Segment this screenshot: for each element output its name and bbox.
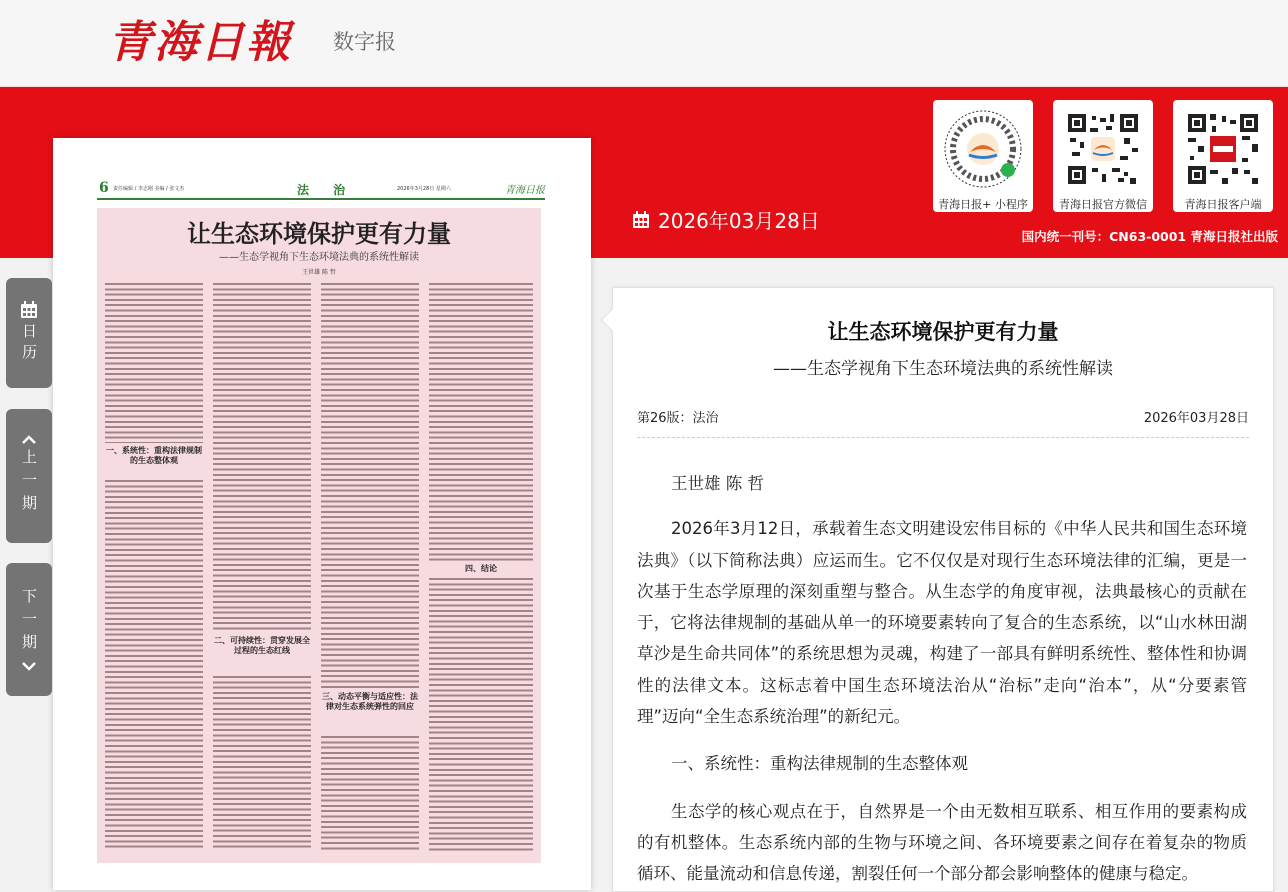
publication-number: 国内统一刊号：CN63-0001 青海日报社出版: [1021, 229, 1278, 244]
article-subtitle: ——生态学视角下生态环境法典的系统性解读: [773, 359, 1113, 379]
qr-card-wechat[interactable]: [1053, 100, 1153, 212]
article-body: [637, 468, 1247, 892]
chevron-up-icon: [21, 435, 37, 445]
article-meta: [637, 405, 1249, 438]
paper-text-column: [429, 283, 533, 563]
paper-text-column: [105, 480, 203, 850]
paper-text-column: [321, 283, 419, 688]
paper-section-head: 一、系统性：重构法律规制的生态整体观: [106, 446, 202, 465]
next-issue-button[interactable]: [6, 563, 52, 696]
previous-issue-button[interactable]: [6, 409, 52, 543]
qr-card-miniprogram[interactable]: [933, 100, 1033, 212]
paper-brand: 青海日报: [505, 185, 545, 196]
article-edition[interactable]: 第26版：法治: [637, 411, 719, 426]
calendar-icon: [632, 211, 650, 229]
paper-author: 王世雄 陈 哲: [302, 269, 336, 276]
newspaper-page-content: [97, 178, 545, 868]
paper-text-column: [213, 676, 311, 851]
panel-pointer-inner: [602, 309, 613, 331]
paper-text-column: [429, 578, 533, 851]
issue-date: [632, 205, 820, 234]
chevron-down-icon: [21, 661, 37, 671]
article-section-heading: 一、系统性：重构法律规制的生态整体观: [671, 754, 968, 774]
paper-headline: 让生态环境保护更有力量: [187, 219, 451, 248]
paper-section-name: 法 治: [297, 183, 356, 197]
issue-date-text: 2026年03月28日: [658, 209, 820, 233]
article-paragraph: 生态学的核心观点在于，自然界是一个由无数相互联系、相互作用的要素构成的有机整体。生态系统内部的生物与环境之间、各环境要素之间存在着复杂的物质循环、能量流动和信息传递，割裂任何一个部分都会影响整体的健康与稳定。: [637, 801, 1247, 884]
site-logo[interactable]: 青海日報: [108, 17, 292, 68]
calendar-button-label: 日历: [20, 323, 38, 365]
site-header: [0, 0, 1288, 87]
calendar-icon: [20, 301, 38, 319]
previous-issue-label: 上一期: [20, 448, 38, 518]
article-date: 2026年03月28日: [1143, 411, 1249, 426]
next-issue-label: 下一期: [20, 588, 38, 657]
paper-page-header: [97, 182, 545, 200]
qr-caption: 青海日报官方微信: [1059, 198, 1147, 211]
wechat-qr-icon: [1062, 108, 1144, 190]
paper-section-head: 二、可持续性：贯穿发展全过程的生态红线: [214, 636, 310, 655]
site-subtitle: 数字报: [333, 30, 396, 54]
qr-card-app[interactable]: [1173, 100, 1273, 212]
article-author: 王世雄 陈 哲: [671, 474, 764, 493]
paper-date: 2026年3月28日 星期六: [397, 186, 451, 192]
article-title: 让生态环境保护更有力量: [827, 320, 1059, 344]
paper-section-head: 四、结论: [429, 564, 533, 574]
paper-editors: 责任编辑 / 李志刚 美编 / 张文杰: [113, 186, 185, 192]
newspaper-page[interactable]: [53, 138, 591, 890]
article-panel: [612, 287, 1274, 892]
app-qr-icon: [1182, 108, 1264, 190]
article-paragraph: 2026年3月12日，承载着生态文明建设宏伟目标的《中华人民共和国生态环境法典》（以下简称法典）应运而生。它不仅仅是对现行生态环境法律的汇编，更是一次基于生态学原理的深刻重塑与整合。从生态学的角度审视，法典最核心的贡献在于，它将法律规制的基础从单一的环境要素转向了复合的生态系统，以“山水林田湖草沙是生命共同体”的系统思想为灵魂，构建了一部具有鲜明系统性、整体性和协调性的法律文本。这标志着中国生态环境法治从“治标”走向“治本”，从“分要素管理”迈向“全生态系统治理”的新纪元。: [637, 519, 1247, 727]
paper-text-column: [213, 283, 311, 633]
calendar-button[interactable]: [6, 278, 52, 388]
qr-caption: 青海日报客户端: [1184, 198, 1262, 211]
paper-section-head: 三、动态平衡与适应性：法律对生态系统弹性的回应: [322, 692, 418, 711]
miniprogram-qr-icon: [942, 108, 1024, 190]
paper-subhead: ——生态学视角下生态环境法典的系统性解读: [219, 252, 419, 263]
qr-caption: 青海日报+ 小程序: [938, 198, 1028, 211]
paper-page-number: 6: [99, 180, 109, 196]
paper-text-column: [105, 283, 203, 443]
paper-text-column: [321, 736, 419, 851]
